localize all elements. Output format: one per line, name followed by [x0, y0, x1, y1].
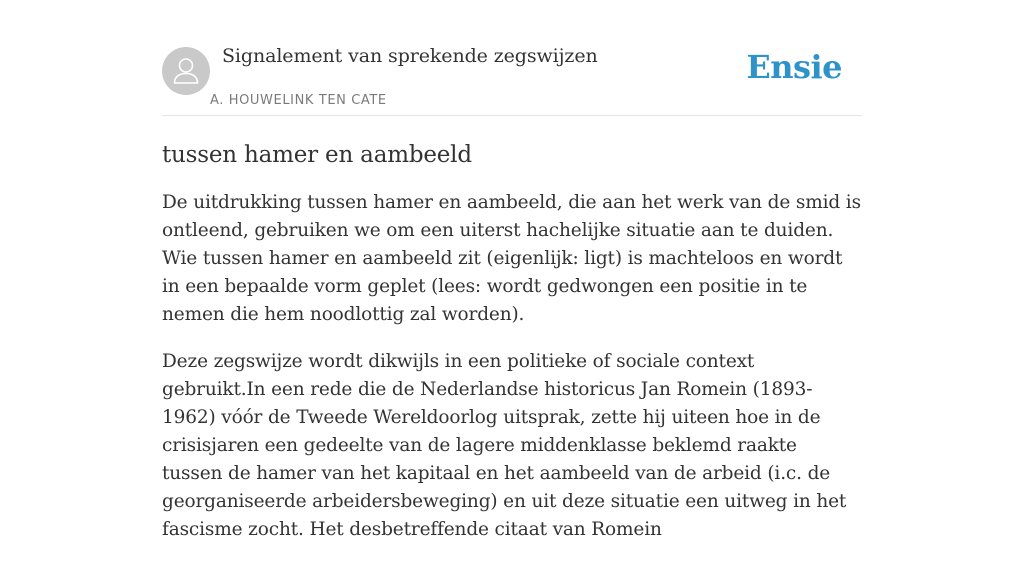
article-container	[162, 0, 862, 563]
entry-body	[162, 189, 862, 544]
article-header	[162, 0, 862, 116]
entry-title: tussen hamer en aambeeld	[162, 142, 472, 168]
body-paragraph: De uitdrukking tussen hamer en aambeeld, die aan het werk van de smid is ontleend, gebruiken we om een uiterst hachelijke situatie aan te duiden. Wie tussen hamer en aambeeld zit (eigenlijk: ligt) is machteloos en wordt in een bepaalde vorm geplet (lees: wordt gedwongen een positie in te nemen die hem noodlottig zal worden).	[162, 192, 861, 325]
body-paragraph: Deze zegswijze wordt dikwijls in een politieke of sociale context gebruikt.In een rede die de Nederlandse historicus Jan Romein (1893-1962) vóór de Tweede Wereldoorlog uitsprak, zette hij uiteen hoe in de crisisjaren een gedeelte van de lagere middenklasse beklemd raakte tussen de hamer van het kapitaal en het aambeeld van de arbeid (i.c. de georganiseerde arbeidersbeweging) en uit deze situatie een uitweg in het fascisme zocht. Het desbetreffende citaat van Romein	[162, 351, 847, 540]
brand-logo[interactable]: Ensie	[746, 48, 842, 86]
source-title[interactable]: Signalement van sprekende zegswijzen	[222, 45, 598, 67]
author-name[interactable]: A. HOUWELINK TEN CATE	[210, 93, 387, 108]
user-silhouette-icon	[162, 47, 210, 95]
author-avatar[interactable]	[162, 47, 210, 95]
